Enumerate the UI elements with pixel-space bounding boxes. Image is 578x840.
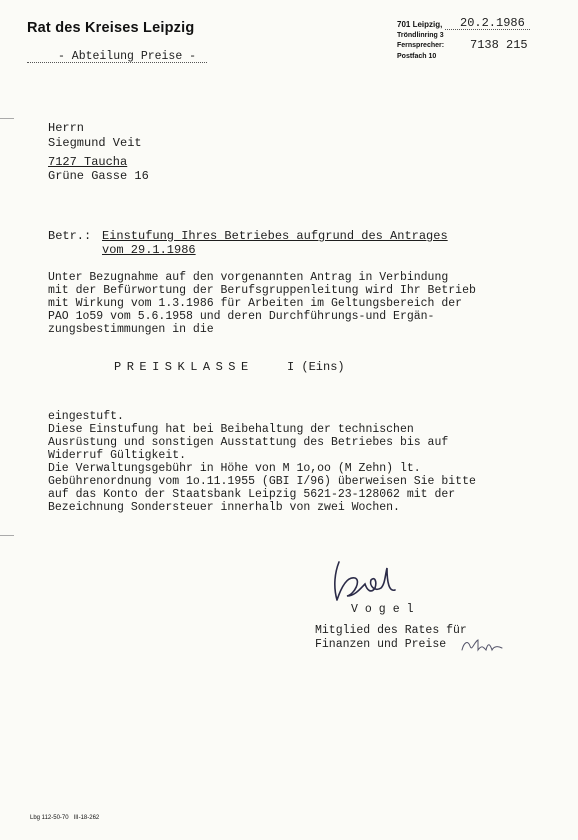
body-line: Widerruf Gültigkeit.	[48, 449, 187, 462]
punch-mark	[0, 118, 14, 119]
body-line: Gebührenordnung vom 1o.11.1955 (GBI I/96) überweisen Sie bitte	[48, 475, 476, 488]
recipient-street: Grüne Gasse 16	[48, 169, 149, 183]
body-line: zungsbestimmungen in die	[48, 323, 214, 336]
body-line: auf das Konto der Staatsbank Leipzig 5621-23-128062 mit der	[48, 488, 456, 501]
subject-label: Betr.:	[48, 229, 92, 243]
body-line: Diese Einstufung hat bei Beibehaltung der technischen	[48, 423, 414, 436]
handwritten-signature	[325, 558, 405, 608]
department-name: - Abteilung Preise -	[58, 50, 197, 63]
phone-number: 7138 215	[470, 38, 528, 52]
body-line: Ausrüstung und sonstigen Ausstattung des Betriebes bis auf	[48, 436, 449, 449]
letter-date: 20.2.1986	[460, 16, 525, 30]
recipient-name: Siegmund Veit	[48, 136, 142, 150]
recipient-city: 7127 Taucha	[48, 155, 128, 169]
subject-line-1: Einstufung Ihres Betriebes aufgrund des Antrages	[102, 229, 448, 243]
signatory-title-line-2: Finanzen und Preise	[315, 638, 447, 651]
body-line: PAO 1o59 vom 5.6.1958 und deren Durchführungs-und Ergän-	[48, 310, 435, 323]
body-line: eingestuft.	[48, 410, 124, 423]
sender-street: Tröndlinring 3	[397, 32, 444, 39]
form-code: Lbg 112-50-70 III-18-262	[30, 815, 100, 821]
handwritten-initials	[458, 636, 506, 656]
signatory-title-line-1: Mitglied des Rates für	[315, 624, 467, 637]
body-line: Die Verwaltungsgebühr in Höhe von M 1o,oo (M Zehn) lt.	[48, 462, 421, 475]
phone-label: Fernsprecher:	[397, 42, 445, 49]
postfach: Postfach 10	[397, 53, 437, 60]
punch-mark	[0, 535, 14, 536]
organization-name: Rat des Kreises Leipzig	[27, 20, 195, 36]
body-line: mit Wirkung vom 1.3.1986 für Arbeiten im Geltungsbereich der	[48, 297, 463, 310]
body-line: Bezeichnung Sondersteuer innerhalb von zwei Wochen.	[48, 501, 400, 514]
body-line: Unter Bezugnahme auf den vorgenannten Antrag in Verbindung	[48, 271, 449, 284]
subject-line-2: vom 29.1.1986	[102, 243, 196, 257]
department-underline	[27, 62, 207, 63]
signatory-name: Vogel	[351, 603, 421, 616]
place-label: 701 Leipzig,	[397, 20, 443, 29]
price-class-value: I (Eins)	[287, 360, 345, 374]
date-underline	[445, 29, 530, 30]
body-line: mit der Befürwortung der Berufsgruppenleitung wird Ihr Betrieb	[48, 284, 476, 297]
price-class-heading: PREISKLASSE	[114, 360, 254, 374]
recipient-salutation: Herrn	[48, 121, 85, 135]
